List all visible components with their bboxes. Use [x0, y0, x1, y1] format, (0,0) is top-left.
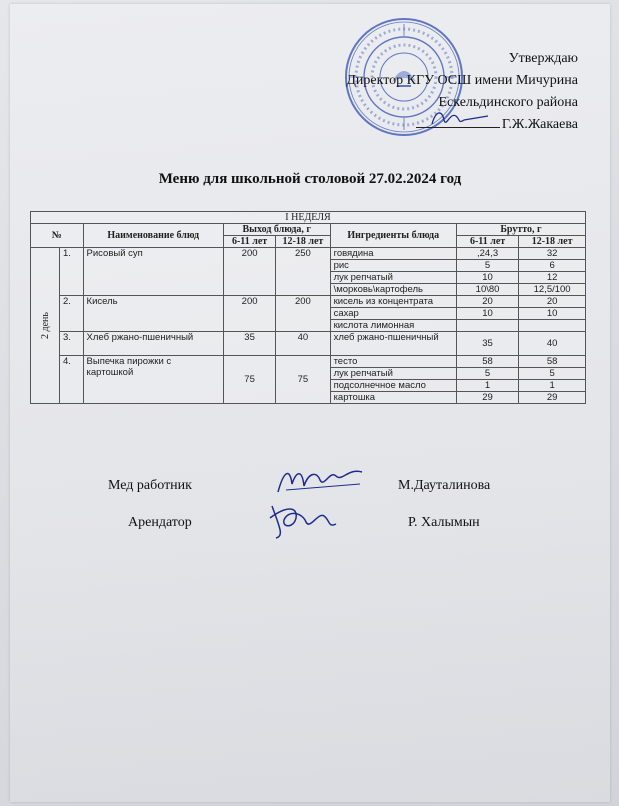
dish-output-12-18: 250	[276, 248, 330, 296]
ingredient-gross-6-11: 35	[456, 332, 518, 356]
ingredient-gross-6-11: 58	[456, 356, 518, 368]
tenant-label: Арендатор	[128, 515, 192, 530]
ingredient-name: подсолнечное масло	[330, 380, 456, 392]
approval-position: Директор КГУ ОСШ имени Мичурина	[346, 73, 578, 88]
ingredient-gross-12-18: 29	[519, 392, 586, 404]
ingredient-name: лук репчатый	[330, 368, 456, 380]
dish-name: Рисовый суп	[83, 248, 223, 296]
ingredient-gross-6-11: 29	[456, 392, 518, 404]
ingredient-gross-6-11: ,24,3	[456, 248, 518, 260]
ingredient-gross-12-18: 12,5/100	[519, 284, 586, 296]
dish-name: Кисель	[83, 296, 223, 332]
ingredient-name: рис	[330, 260, 456, 272]
ingredient-gross-12-18: 58	[519, 356, 586, 368]
output-header: Выход блюда, г	[223, 224, 330, 236]
ingredient-gross-12-18: 12	[519, 272, 586, 284]
med-worker-label: Мед работник	[108, 478, 192, 493]
dish-name: Выпечка пирожки с картошкой	[83, 356, 223, 404]
ingredient-gross-12-18: 5	[519, 368, 586, 380]
ingredient-gross-12-18: 6	[519, 260, 586, 272]
document-page	[10, 4, 610, 802]
dish-output-6-11: 35	[223, 332, 275, 356]
tenant-name: Р. Халымын	[408, 515, 480, 530]
num-header: №	[31, 224, 84, 248]
ingredient-gross-12-18: 10	[519, 308, 586, 320]
gross-age-12-18: 12-18 лет	[519, 236, 586, 248]
signatures-block	[10, 4, 610, 802]
dish-output-12-18: 75	[276, 356, 330, 404]
day-label: 2 день	[31, 248, 60, 404]
ingredient-gross-6-11: 1	[456, 380, 518, 392]
ingredient-gross-12-18: 1	[519, 380, 586, 392]
output-age-6-11: 6-11 лет	[223, 236, 275, 248]
med-worker-name: М.Дауталинова	[398, 478, 491, 493]
ingredient-gross-6-11: 10	[456, 308, 518, 320]
ingredients-header: Ингредиенты блюда	[330, 224, 456, 248]
dish-output-6-11: 200	[223, 296, 275, 332]
gross-header: Брутто, г	[456, 224, 585, 236]
dish-output-6-11: 75	[223, 356, 275, 404]
page-title: Меню для школьной столовой 27.02.2024 год	[158, 171, 462, 187]
ingredient-name: кислота лимонная	[330, 320, 456, 332]
director-name: Г.Ж.Жакаева	[501, 117, 578, 132]
ingredient-gross-6-11: 5	[456, 260, 518, 272]
output-age-12-18: 12-18 лет	[276, 236, 330, 248]
gross-age-6-11: 6-11 лет	[456, 236, 518, 248]
dish-output-12-18: 200	[276, 296, 330, 332]
dish-number: 3.	[60, 332, 84, 356]
dish-number: 1.	[60, 248, 84, 296]
week-heading: I НЕДЕЛЯ	[31, 212, 586, 224]
ingredient-name: картошка	[330, 392, 456, 404]
ingredient-gross-6-11: 5	[456, 368, 518, 380]
ingredient-name: хлеб ржано-пшеничный	[330, 332, 456, 356]
approval-district: Ескельдинского района	[438, 95, 578, 110]
ingredient-name: тесто	[330, 356, 456, 368]
dish-output-6-11: 200	[223, 248, 275, 296]
dish-number: 2.	[60, 296, 84, 332]
ingredient-gross-12-18: 20	[519, 296, 586, 308]
ingredient-gross-12-18: 32	[519, 248, 586, 260]
dish-name: Хлеб ржано-пшеничный	[83, 332, 223, 356]
ingredient-gross-6-11: 20	[456, 296, 518, 308]
ingredient-gross-12-18: 40	[519, 332, 586, 356]
ingredient-name: лук репчатый	[330, 272, 456, 284]
tenant-signature-icon	[262, 498, 342, 542]
dish-number: 4.	[60, 356, 84, 404]
ingredient-gross-6-11: 10	[456, 272, 518, 284]
ingredient-name: \морковь\картофель	[330, 284, 456, 296]
dish-output-12-18: 40	[276, 332, 330, 356]
ingredient-name: говядина	[330, 248, 456, 260]
ingredient-name: сахар	[330, 308, 456, 320]
ingredient-gross-6-11: 10\80	[456, 284, 518, 296]
ingredient-name: кисель из концентрата	[330, 296, 456, 308]
approval-heading: Утверждаю	[508, 51, 578, 66]
med-worker-signature-icon	[272, 462, 368, 498]
dish-header: Наименование блюд	[83, 224, 223, 248]
